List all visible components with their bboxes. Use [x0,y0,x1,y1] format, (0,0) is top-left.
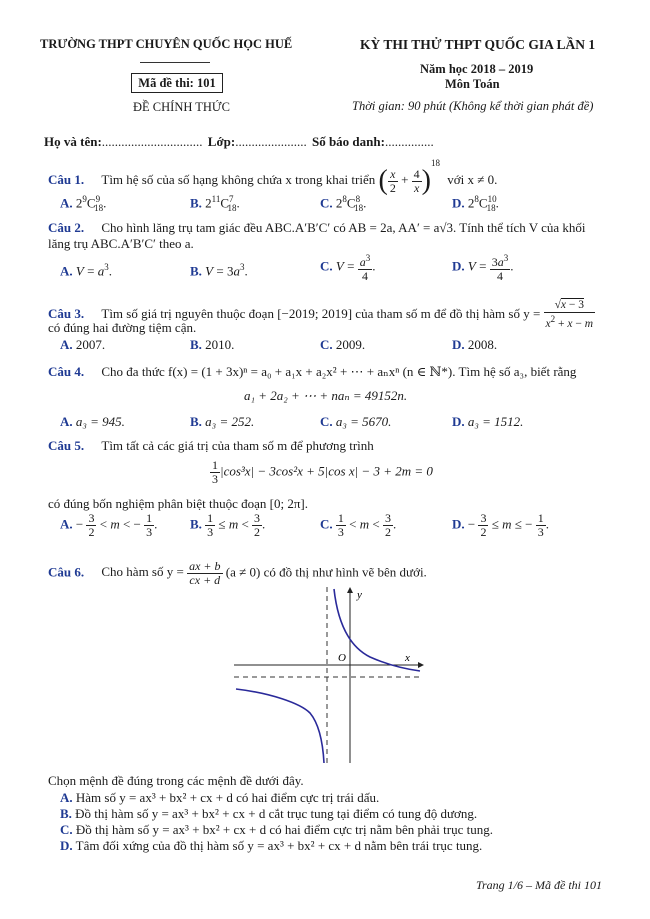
q5-option-d: D. − $\frac{3}{2}$ ≤ m ≤ − $\frac{1}{3}$ . [452,511,549,539]
question-4-formula: a₁ + 2a₂ + ⋯ + naₙ = 49152n. [244,388,408,403]
origin-label: O [338,652,346,664]
q3-option-a: A. 2007. [60,337,106,352]
question-5-text: Tìm tất cả các giá trị của tham số m để phương trình [101,438,374,453]
class-label: Lớp: [207,134,236,149]
question-3-label: Câu 3. [48,305,85,321]
official-label: ĐỀ CHÍNH THỨC [133,100,230,114]
name-label: Họ và tên: [44,134,102,149]
q3-option-d: D. 2008. [452,337,498,352]
question-1-text: Tìm hệ số của số hạng không chứa x trong khai triển [101,172,376,187]
time-limit: Thời gian: 90 phút (Không kể thời gian phát đề) [352,99,594,113]
function-graph [230,585,425,770]
school-year: Năm học 2018 – 2019 [420,62,534,76]
question-4-label: Câu 4. [48,364,85,379]
question-6-label: Câu 6. [48,564,85,580]
question-5-equation: $\frac{1}{3}$ |cos³x| − 3cos²x + 5|cos x| − 3 + 2m = 0 [212,458,433,486]
question-6-text-post: (a ≠ 0) có đồ thị như hình vẽ bên dưới. [225,564,427,580]
page-footer: Trang 1/6 – Mã đề thi 101 [475,878,602,892]
q5-option-c: C. $\frac{1}{3}$ < m < $\frac{3}{2}$ . [320,511,397,539]
id-label: Số báo danh: [311,134,385,149]
class-dots: ...................... [235,134,307,149]
question-4-text: Cho đa thức f(x) = (1 + 3x)ⁿ = a₀ + a₁x + a₂x² + ⋯ + aₙxⁿ (n ∈ ℕ*). Tìm hệ số a₃, biết rằng [101,364,577,379]
q6-option-a: A. Hàm số y = ax³ + bx² + cx + d có hai điểm cực trị trái dấu. [60,790,380,805]
question-2-label: Câu 2. [48,220,85,235]
x-axis-label: x [405,652,410,664]
question-5-text-cont: có đúng bốn nghiệm phân biệt thuộc đoạn [0; 2π]. [48,496,309,511]
q3-option-c: C. 2009. [320,337,366,352]
question-1-tail: với x ≠ 0. [447,172,498,187]
question-2-text: Cho hình lăng trụ tam giác đều ABC.A′B′C′ có AB = 2a, AA′ = a√3. Tính thể tích V của khối [101,220,586,235]
q6-option-b: B. Đồ thị hàm số y = ax³ + bx² + cx + d cắt trục tung tại điểm có tung độ dương. [60,806,478,821]
q2-option-d: D. V = $\frac{3a^3}{4}$ . [452,253,514,283]
question-4 [48,364,576,380]
q1-option-a: A. $2^9C^9_{18}$. [60,194,107,213]
q2-option-c: C. V = $\frac{a^3}{4}$ . [320,253,376,283]
question-1: Câu 1. Tìm hệ số của số hạng không chứa x trong khai triển ( $\frac{x}{2}$ + $\frac{4}{x}$ )$^{18}$ với x ≠ 0. [48,158,498,197]
q1-option-c: C. $2^8C^8_{18}$. [320,194,367,213]
q1-option-d: D. $2^8C^{10}_{18}$. [452,194,499,213]
question-5-label: Câu 5. [48,438,85,453]
divider [140,62,210,63]
question-5 [48,438,374,454]
q3-option-b: B. 2010. [190,337,235,352]
name-dots: ............................... [101,134,203,149]
school-name: TRƯỜNG THPT CHUYÊN QUỐC HỌC HUẾ [40,37,293,51]
question-2 [48,220,586,236]
exam-title: KỲ THI THỬ THPT QUỐC GIA LẦN 1 [360,37,596,52]
q6-option-d: D. Tâm đối xứng của đồ thị hàm số y = ax³ + bx² + cx + d nằm bên trái trục tung. [60,838,483,853]
q4-option-d: D. a₃ = 1512. [452,414,524,429]
y-axis-label: y [357,589,362,601]
question-2-text-cont: lăng trụ ABC.A′B′C′ theo a. [48,236,194,251]
question-1-label: Câu 1. [48,172,85,187]
q5-option-a: A. − $\frac{3}{2}$ < m < − $\frac{1}{3}$ . [60,511,158,539]
q2-option-a: A. $V = a^3$. [60,262,112,279]
student-info-line [44,134,434,150]
q5-option-b: B. $\frac{1}{3}$ ≤ m < $\frac{3}{2}$ . [190,511,266,539]
question-6-prompt: Chọn mệnh đề đúng trong các mệnh đề dưới đây. [48,773,304,788]
question-3-text: Tìm số giá trị nguyên thuộc đoạn [−2019; 2019] của tham số m để đồ thị hàm số y = [101,305,541,321]
q6-option-c: C. Đồ thị hàm số y = ax³ + bx² + cx + d có hai điểm cực trị nằm bên phải trục tung. [60,822,493,837]
subject: Môn Toán [445,77,500,91]
question-6-text-pre: Cho hàm số y = [101,564,184,580]
q4-option-a: A. a₃ = 945. [60,414,125,429]
q4-option-c: C. a₃ = 5670. [320,414,392,429]
exam-code-box: Mã đề thi: 101 [131,73,223,93]
question-6: Câu 6. Cho hàm số y = $\frac{ax + b}{cx + d}$ (a ≠ 0) có đồ thị như hình vẽ bên dưới. [48,559,427,587]
question-3: Câu 3. Tìm số giá trị nguyên thuộc đoạn [−2019; 2019] của tham số m để đồ thị hàm số y = $\frac{√x - 3}{x^2 + x - m}$ [48,299,594,330]
q4-option-b: B. a₃ = 252. [190,414,255,429]
graph-branch-left [236,689,324,763]
id-dots: ............... [384,134,434,149]
q1-option-b: B. $2^{11}C^7_{18}$. [190,194,240,213]
q2-option-b: B. $V = 3a^3$. [190,262,248,279]
question-3-text-cont: có đúng hai đường tiệm cận. [48,320,197,335]
